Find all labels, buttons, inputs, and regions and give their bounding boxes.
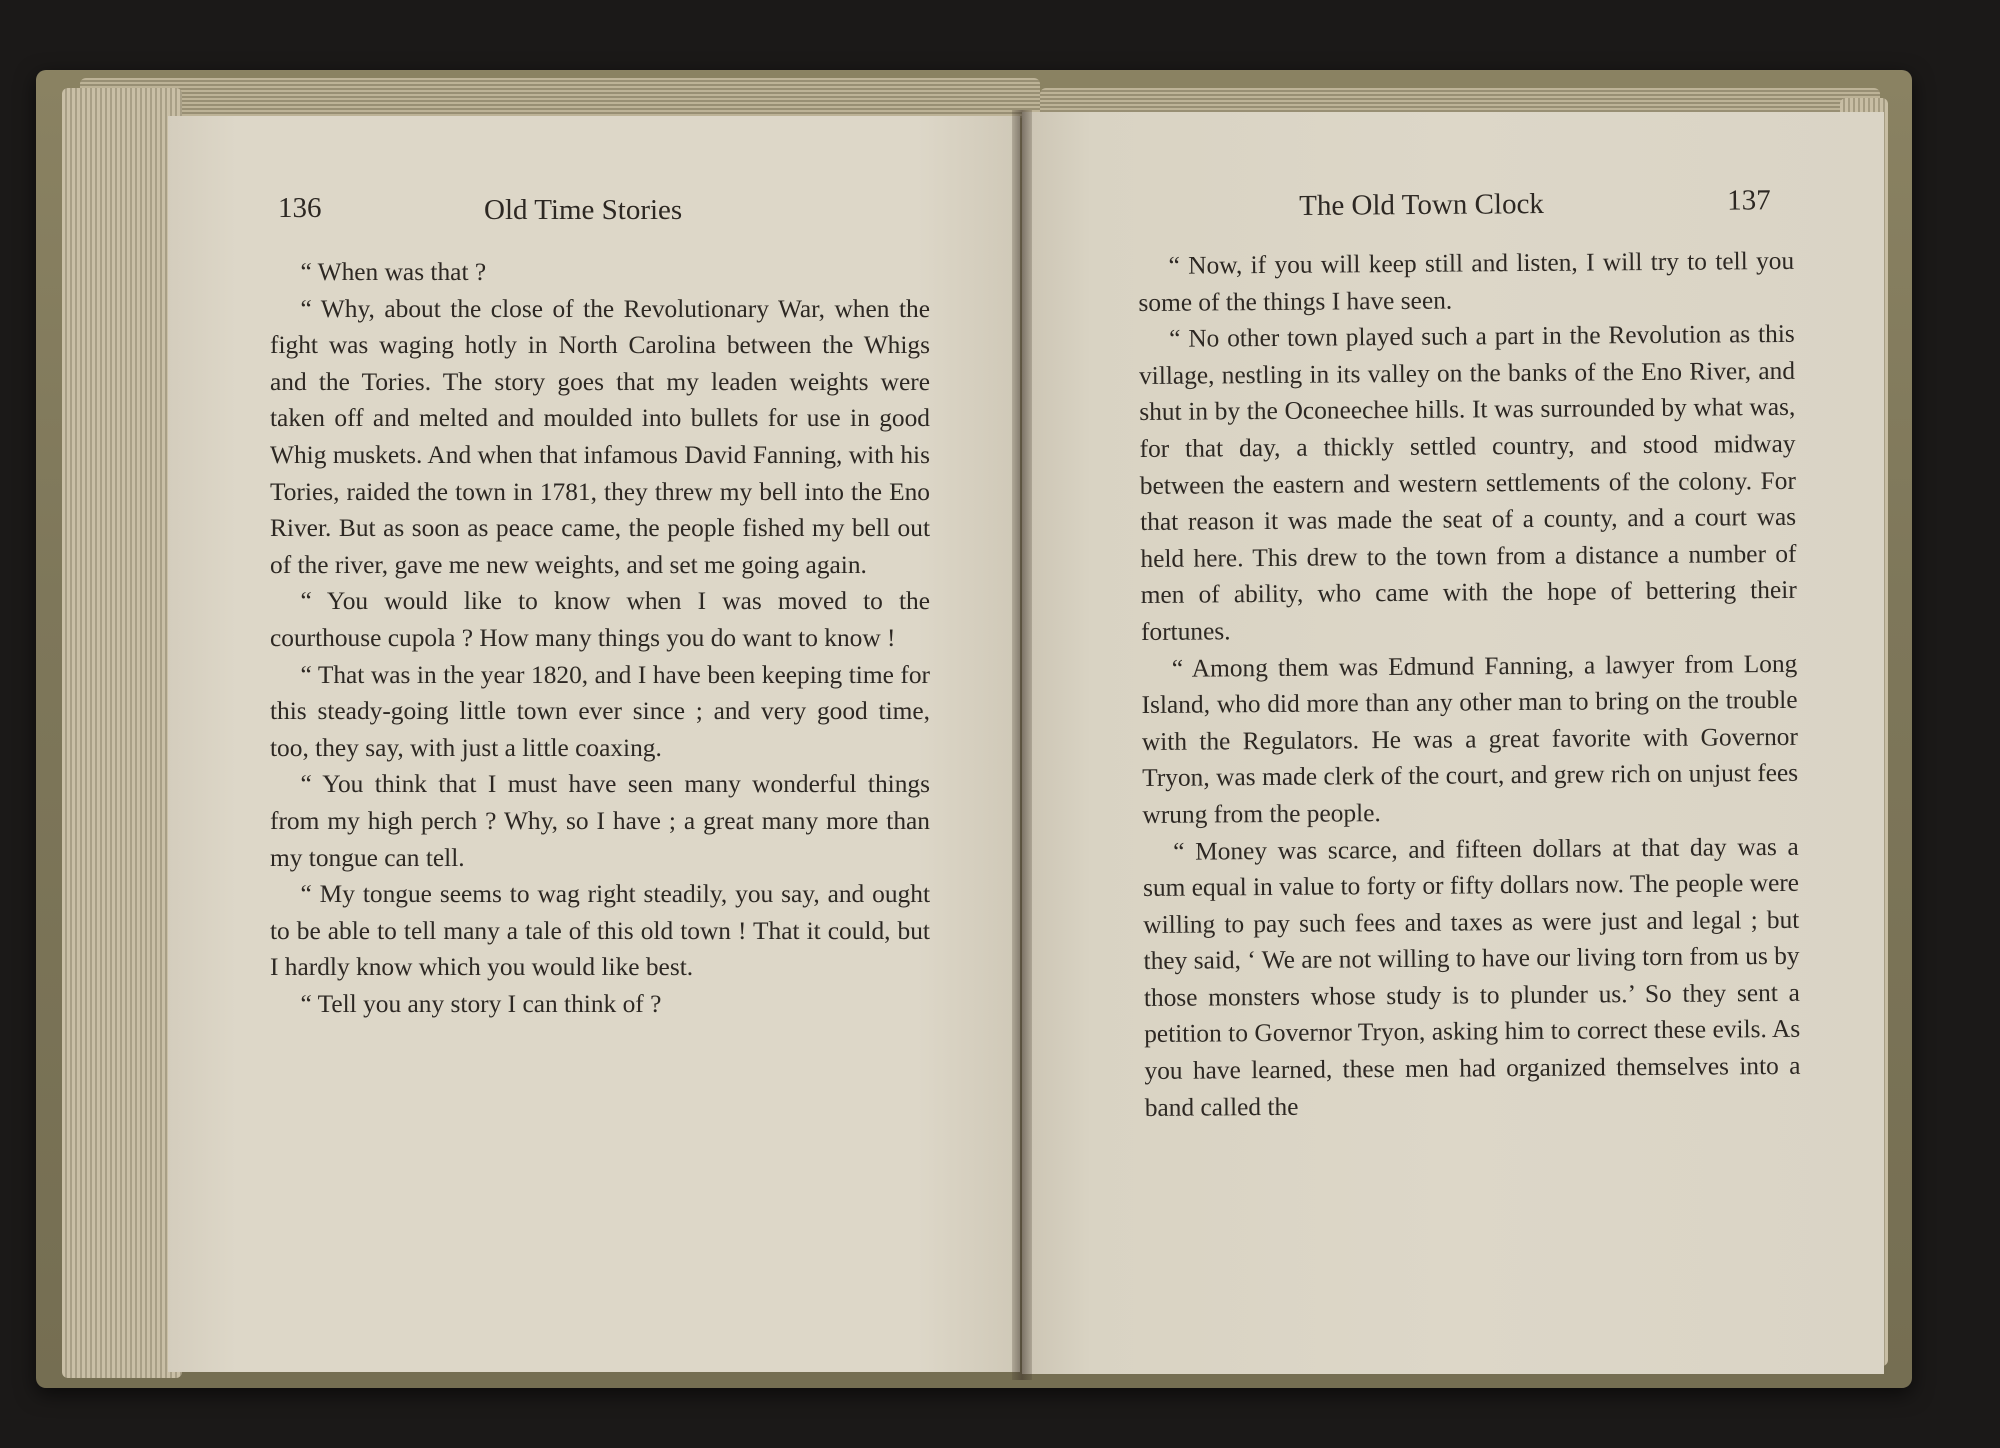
- paragraph: “ Tell you any story I can think of ?: [300, 989, 662, 1018]
- right-page-number: 137: [1727, 184, 1771, 217]
- paragraph: “ When was that ?: [300, 258, 487, 286]
- paragraph: “ That was in the year 1820, and I have been keeping time for this steady-going little town ever since ; and very good time, too, they say, with just a little coaxing.: [270, 660, 930, 762]
- paragraph: “ Why, about the close of the Revolutionary War, when the fight was waging hotly in North Carolina between the Whigs and the Tories. The story goes that my leaden weights were taken off and melted and moulded into bullets for use in good Whig muskets. And when that infamous David Fanning, with his Tories, raided the town in 1781, they threw my bell into the Eno River. But as soon as peace came, the people fished my bell out of the river, gave me new weights, and set me going again.: [270, 294, 930, 579]
- page-edges-top-left: [80, 78, 1040, 118]
- paragraph: “ You think that I must have seen many wonderful things from my high perch ? Why, so I have ; a great many more than my tongue can tell.: [270, 770, 930, 872]
- paragraph: “ You would like to know when I was moved to the courthouse cupola ? How many things you do want to know !: [270, 587, 930, 652]
- paragraph: “ Among them was Edmund Fanning, a lawyer from Long Island, who did more than any other man to bring on the trouble with the Regulators. He was a great favorite with Governor Tryon, was made clerk of the court, and grew rich on unjust fees wrung from the people.: [1141, 649, 1799, 829]
- left-page-number: 136: [278, 192, 322, 224]
- right-running-head: The Old Town Clock: [1299, 188, 1544, 222]
- paragraph: “ My tongue seems to wag right steadily, you say, and ought to be able to tell many a tale of this old town ! That it could, but I hardly know which you would like best.: [270, 880, 930, 982]
- left-running-head: Old Time Stories: [484, 194, 683, 226]
- paragraph: “ Money was scarce, and fifteen dollars at that day was a sum equal in value to forty or fifty dollars now. The people were willing to pay such fees and taxes as were just and legal ; but they said, ‘ We are not willing to have our living torn from us by those monsters whose study is to plunder us.’ So they sent a petition to Governor Tryon, asking him to correct these evils. As you have learned, these men had organized themselves into a band called the: [1142, 832, 1801, 1122]
- left-page-text: [270, 254, 930, 1022]
- paragraph: “ No other town played such a part in the Revolution as this village, nestling in its valley on the banks of the Eno River, and shut in by the Oconeechee hills. It was surrounded by what was, for that day, a thickly settled country, and stood midway between the eastern and western settlements of the colony. For that reason it was made the seat of a county, and a court was held here. This drew to the town from a distance a number of men of ability, who came with the hope of bettering their fortunes.: [1138, 320, 1797, 646]
- right-page-text: [1138, 243, 1801, 1126]
- paragraph: “ Now, if you will keep still and listen, I will try to tell you some of the things I have seen.: [1138, 246, 1795, 317]
- page-edges-left: [62, 88, 182, 1378]
- book-gutter: [1012, 110, 1032, 1380]
